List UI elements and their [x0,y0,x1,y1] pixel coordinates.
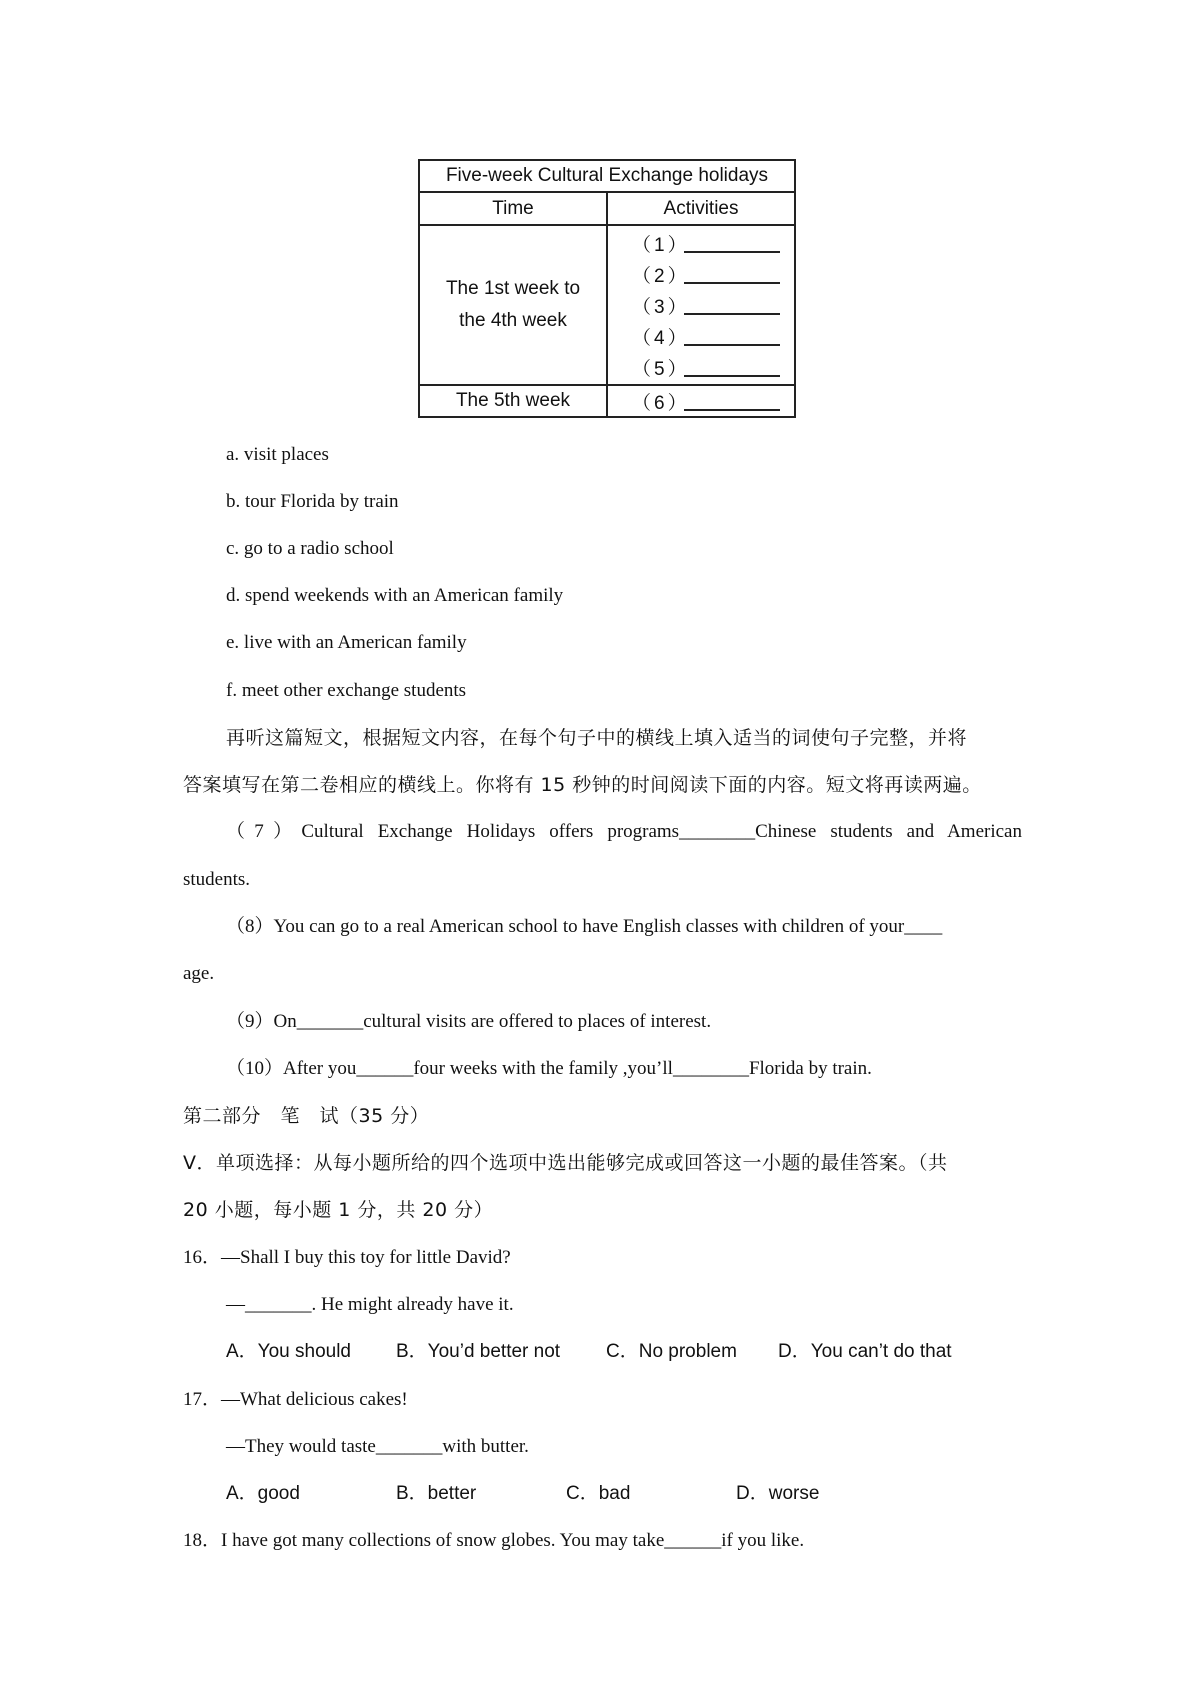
option-f: f. meet other exchange students [226,680,467,701]
weeks-1-4-line1: The 1st week to [445,278,581,299]
q9: （9）On_______cultural visits are offered to places of interest. [226,1011,712,1032]
answer-blank [684,326,780,346]
table-title: Five-week Cultural Exchange holidays [419,160,795,192]
schedule-table [418,159,796,418]
q18-stem: 18．I have got many collections of snow globes. You may take______if you like. [183,1530,805,1551]
activity-row [608,352,794,383]
activity-row [608,228,794,259]
col-header-time: Time [419,192,607,225]
q17-reply: —They would taste_______with butter. [226,1436,529,1457]
answer-blank [684,233,780,253]
part5-line2: 20 小题，每小题 1 分，共 20 分） [183,1199,494,1221]
activity-row [608,290,794,321]
activity-number: （3） [632,296,690,318]
activity-number: （6） [632,392,690,414]
activity-6-cell [607,385,795,417]
activity-row [608,386,794,416]
answer-blank [684,391,780,411]
weeks-1-4-line2: the 4th week [459,310,567,331]
q17-option-c: C．bad [566,1483,631,1504]
activity-row [608,259,794,290]
q17-option-a: A．good [226,1483,300,1504]
week-5-cell: The 5th week [419,385,607,417]
activity-number: （4） [632,327,690,349]
part5-line1: V．单项选择：从每小题所给的四个选项中选出能够完成或回答这一小题的最佳答案。（共 [183,1152,948,1174]
q10: （10）After you______four weeks with the family ,you’ll________Florida by train. [226,1058,872,1079]
answer-blank [684,264,780,284]
q16-option-c: C．No problem [606,1341,737,1362]
q8-line1: （8）You can go to a real American school to have English classes with children of your____ [226,916,943,937]
instructions-line2: 答案填写在第二卷相应的横线上。你将有 15 秒钟的时间阅读下面的内容。短文将再读两遍。 [183,774,982,796]
q16-stem: 16．—Shall I buy this toy for little David? [183,1247,511,1268]
answer-blank [684,295,780,315]
q17-stem: 17．—What delicious cakes! [183,1389,408,1410]
q16-option-a: A．You should [226,1341,352,1362]
activity-number: （2） [632,265,690,287]
answer-blank [684,357,780,377]
section2-heading: 第二部分 笔 试（35 分） [183,1105,430,1127]
weeks-1-4-cell [419,225,607,385]
activity-number: （1） [632,234,690,256]
q17-option-b: B．better [396,1483,477,1504]
q8-line2: age. [183,963,215,984]
option-d: d. spend weekends with an American family [226,585,564,606]
q16-option-d: D．You can’t do that [778,1341,952,1362]
q7-line1: （7）Cultural Exchange Holidays offers programs________Chinese students and American [226,821,1022,842]
activities-1-5-cell [607,225,795,385]
activity-number: （5） [632,358,690,380]
option-c: c. go to a radio school [226,538,394,559]
option-a: a. visit places [226,444,329,465]
q17-option-d: D．worse [736,1483,820,1504]
q16-reply: —_______. He might already have it. [226,1294,514,1315]
col-header-activities: Activities [607,192,795,225]
q16-option-b: B．You’d better not [396,1341,561,1362]
option-b: b. tour Florida by train [226,491,399,512]
activity-row [608,321,794,352]
q7-line2: students. [183,869,251,890]
option-e: e. live with an American family [226,632,467,653]
instructions-line1: 再听这篇短文，根据短文内容，在每个句子中的横线上填入适当的词使句子完整，并将 [226,727,968,749]
